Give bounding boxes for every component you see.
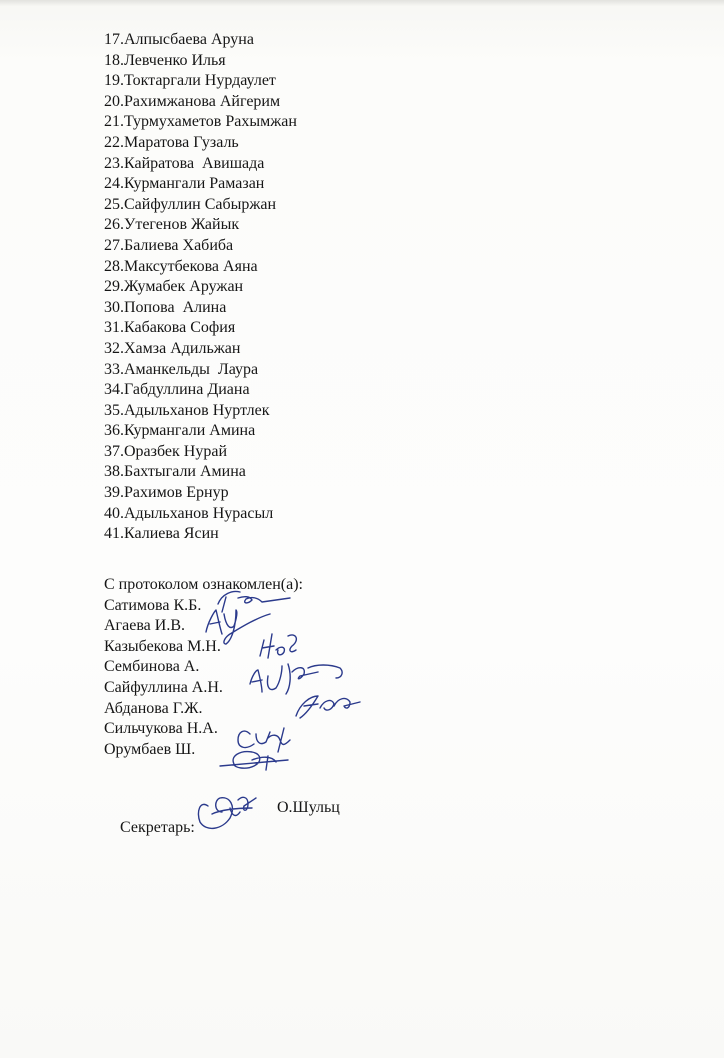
- list-item: 40.Адыльханов Нурасыл: [104, 504, 274, 522]
- signatory-name: Агаева И.В.: [104, 617, 185, 635]
- signatory-name: Казыбекова М.Н.: [104, 637, 221, 655]
- signatory-name: Сайфуллина А.Н.: [104, 678, 223, 696]
- secretary-label: Секретарь:: [120, 819, 195, 836]
- list-item: 20.Рахимжанова Айгерим: [104, 92, 281, 110]
- list-item: 34.Габдуллина Диана: [104, 381, 250, 399]
- list-item: 41.Калиева Ясин: [104, 525, 219, 543]
- student-list: [104, 30, 297, 545]
- list-item: 21.Турмухаметов Рахымжан: [104, 113, 297, 131]
- list-item: 29.Жумабек Аружан: [104, 278, 244, 296]
- list-item: 30.Попова Алина: [104, 298, 227, 316]
- list-item: 36.Курмангали Амина: [104, 422, 256, 440]
- list-item: 25.Сайфуллин Сабыржан: [104, 195, 277, 213]
- list-item: 32.Хамза Адильжан: [104, 339, 241, 357]
- scan-edge-shadow: [0, 0, 724, 6]
- secretary-name: О.Шульц: [277, 799, 340, 816]
- list-item: 23.Кайратова Авишада: [104, 154, 265, 172]
- secretary-line: [104, 798, 340, 878]
- list-item: 38.Бахтыгали Амина: [104, 463, 246, 481]
- signatory-name: Орумбаев Ш.: [104, 740, 196, 758]
- signature-abdanova: [296, 696, 360, 718]
- acknowledgement-title: С протоколом ознакомлен(а):: [104, 576, 303, 593]
- list-item: 22.Маратова Гузаль: [104, 133, 239, 151]
- list-item: 39.Рахимов Ернур: [104, 484, 229, 502]
- list-item: 26.Утегенов Жайык: [104, 216, 240, 234]
- acknowledgement-block: [104, 575, 303, 760]
- signatory-name: Сембинова А.: [104, 658, 200, 676]
- list-item: 24.Курмангали Рамазан: [104, 175, 265, 193]
- signature-secretary: [198, 797, 256, 828]
- list-item: 28.Максутбекова Аяна: [104, 257, 258, 275]
- list-item: 33.Аманкельды Лаура: [104, 360, 259, 378]
- list-item: 19.Токтаргали Нурдаулет: [104, 72, 276, 90]
- signatory-name: Абданова Г.Ж.: [104, 699, 203, 717]
- signatory-name: Сильчукова Н.А.: [104, 720, 218, 738]
- list-item: 18.Левченко Илья: [104, 51, 226, 69]
- list-item: 17.Алпысбаева Аруна: [104, 31, 254, 48]
- list-item: 27.Балиева Хабиба: [104, 236, 234, 254]
- signatory-name: Сатимова К.Б.: [104, 596, 202, 614]
- list-item: 37.Оразбек Нурай: [104, 442, 227, 460]
- list-item: 31.Кабакова София: [104, 319, 236, 337]
- list-item: 35.Адыльханов Нуртлек: [104, 401, 270, 419]
